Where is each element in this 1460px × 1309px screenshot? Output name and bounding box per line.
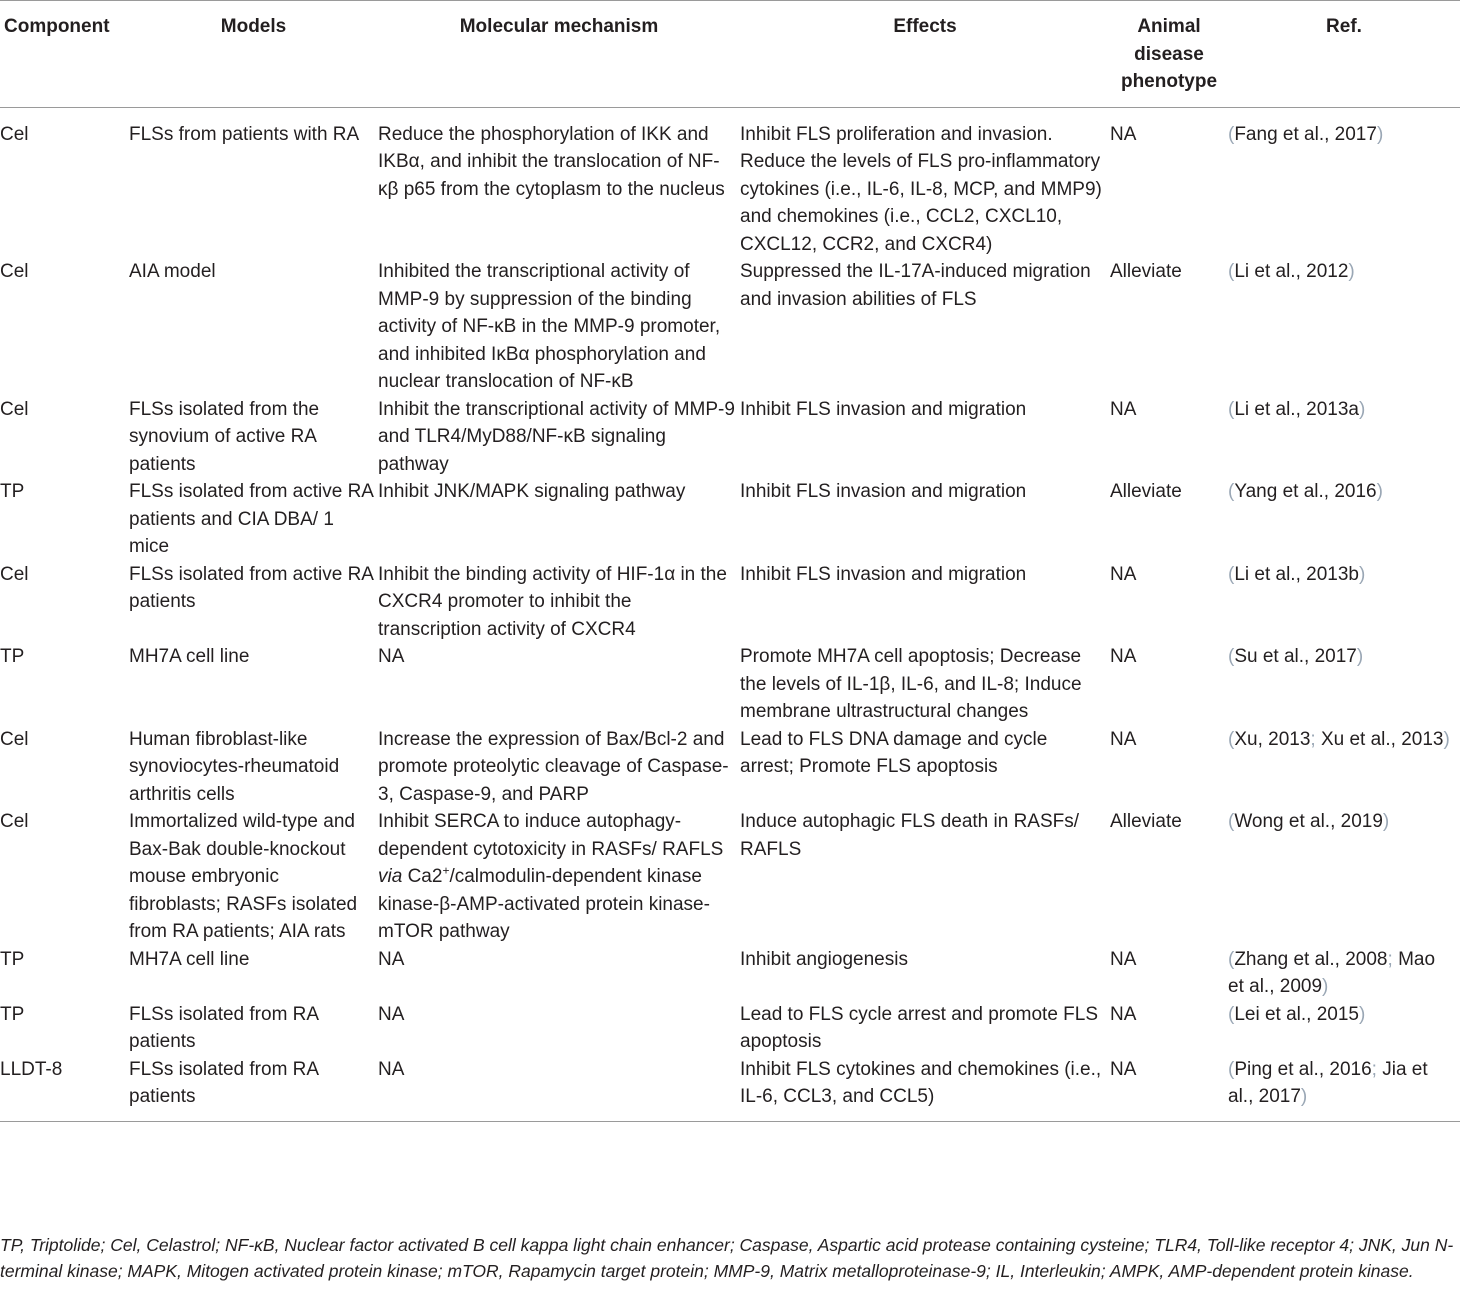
cell-ref	[1228, 1056, 1460, 1122]
ref-paren: )	[1358, 563, 1366, 585]
cell-mechanism: NA	[378, 948, 405, 970]
cell-effects: Induce autophagic FLS death in RASFs/ RAFLS	[740, 811, 1080, 860]
header-component: Component	[0, 1, 129, 108]
table-row	[0, 808, 1460, 946]
table-footnote: TP, Triptolide; Cel, Celastrol; NF-κB, Nuclear factor activated B cell kappa light chain enhancer; Caspase, Aspartic acid protease containing cysteine; TLR4, Toll-like receptor 4; JNK, Jun N-terminal kinase; MAPK, Mitogen activated protein kinase; mTOR, Rapamycin target protein; MMP-9, Matrix metalloproteinase-9; IL, Interleukin; AMPK, AMP-dependent protein kinase.	[0, 1235, 1454, 1281]
cell-models: FLSs isolated from active RA patients	[129, 563, 373, 612]
reference-link[interactable]: Mao et al., 2009	[1228, 948, 1436, 997]
cell-models: FLSs isolated from the synovium of active RA patients	[129, 398, 320, 475]
cell-component: Cel	[0, 728, 29, 750]
table-row	[0, 561, 1460, 644]
cell-models: FLSs isolated from RA patients	[129, 1003, 319, 1052]
reference-link[interactable]: Xu, 2013	[1234, 728, 1311, 750]
ref-paren: )	[1382, 811, 1390, 832]
table-row	[0, 643, 1460, 726]
cell-mechanism: Increase the expression of Bax/Bcl-2 and promote proteolytic cleavage of Caspase-3, Caspase-9, and PARP	[378, 728, 729, 805]
cell-ref	[1228, 726, 1460, 809]
reference-link[interactable]: Ping et al., 2016	[1234, 1058, 1372, 1080]
ref-separator: ;	[1371, 1058, 1383, 1080]
cell-phenotype: Alleviate	[1110, 481, 1182, 502]
cell-component: TP	[0, 481, 25, 502]
mechanism-text-part: +	[442, 863, 450, 878]
ref-separator: ;	[1387, 948, 1399, 970]
cell-component: Cel	[0, 811, 29, 832]
cell-ref	[1228, 561, 1460, 644]
cell-component: Cel	[0, 123, 29, 145]
cell-component: TP	[0, 646, 25, 667]
cell-effects: Inhibit FLS invasion and migration	[740, 398, 1027, 420]
cell-effects: Inhibit FLS invasion and migration	[740, 481, 1027, 502]
table-row	[0, 1056, 1460, 1122]
cell-effects: Promote MH7A cell apoptosis; Decrease the levels of IL-1β, IL-6, and IL-8; Induce membrane ultrastructural changes	[740, 646, 1082, 722]
cell-component: TP	[0, 1003, 25, 1025]
cell-component: Cel	[0, 563, 29, 585]
cell-ref	[1228, 808, 1460, 946]
ref-paren: (	[1228, 646, 1235, 667]
ref-paren: )	[1358, 1003, 1366, 1025]
cell-mechanism: NA	[378, 1003, 405, 1025]
cell-mechanism: Inhibited the transcriptional activity of MMP-9 by suppression of the binding activity of NF-κB in the MMP-9 promoter, and inhibited IκBα phosphorylation and nuclear translocation of NF-κB	[378, 261, 721, 392]
cell-ref	[1228, 1001, 1460, 1056]
ref-paren: (	[1228, 563, 1235, 585]
table-row	[0, 396, 1460, 479]
cell-mechanism: Inhibit the binding activity of HIF-1α in the CXCR4 promoter to inhibit the transcription activity of CXCR4	[378, 563, 727, 640]
reference-link[interactable]: Li et al., 2013a	[1234, 398, 1359, 420]
ref-paren: )	[1348, 261, 1355, 282]
header-models: Models	[129, 1, 378, 108]
table-header	[0, 1, 1460, 108]
cell-ref	[1228, 478, 1460, 561]
cell-phenotype: Alleviate	[1110, 811, 1182, 832]
cell-models: FLSs isolated from active RA patients and CIA DBA/ 1 mice	[129, 481, 373, 557]
cell-phenotype: NA	[1110, 948, 1137, 970]
cell-models: MH7A cell line	[129, 948, 250, 970]
table-row	[0, 946, 1460, 1001]
cell-ref	[1228, 107, 1460, 258]
cell-phenotype: NA	[1110, 123, 1137, 145]
cell-mechanism: Inhibit the transcriptional activity of MMP-9 and TLR4/MyD88/NF-κB signaling pathway	[378, 398, 735, 475]
cell-phenotype: NA	[1110, 1058, 1137, 1080]
cell-component: Cel	[0, 398, 29, 420]
mechanism-text-part: Ca2	[402, 866, 443, 887]
ref-paren: (	[1228, 948, 1235, 970]
cell-mechanism: NA	[378, 646, 405, 667]
cell-models: FLSs from patients with RA	[129, 123, 360, 145]
reference-link[interactable]: Xu et al., 2013	[1320, 728, 1444, 750]
cell-phenotype: NA	[1110, 398, 1137, 420]
cell-component: LLDT-8	[0, 1058, 63, 1080]
ref-paren: (	[1228, 1058, 1235, 1080]
cell-effects: Inhibit FLS invasion and migration	[740, 563, 1027, 585]
cell-phenotype: NA	[1110, 728, 1137, 750]
ref-paren: (	[1228, 261, 1235, 282]
table-row	[0, 107, 1460, 258]
reference-link[interactable]: Jia et al., 2017	[1228, 1058, 1428, 1107]
ref-paren: )	[1376, 123, 1384, 145]
cell-models: MH7A cell line	[129, 646, 250, 667]
ref-paren: )	[1356, 646, 1364, 667]
ref-paren: )	[1358, 398, 1366, 420]
cell-phenotype: NA	[1110, 1003, 1137, 1025]
header-phenotype: Animal disease phenotype	[1110, 1, 1228, 108]
cell-ref	[1228, 643, 1460, 726]
ref-separator: ;	[1310, 728, 1321, 750]
cell-effects: Lead to FLS cycle arrest and promote FLS apoptosis	[740, 1003, 1099, 1052]
ref-paren: (	[1228, 1003, 1235, 1025]
table-body	[0, 107, 1460, 1121]
ref-paren: (	[1228, 481, 1235, 502]
cell-effects: Lead to FLS DNA damage and cycle arrest; Promote FLS apoptosis	[740, 728, 1048, 777]
cell-mechanism	[378, 808, 740, 946]
reference-link[interactable]: Wong et al., 2019	[1234, 811, 1383, 832]
ref-paren: (	[1228, 728, 1235, 750]
cell-mechanism: Inhibit JNK/MAPK signaling pathway	[378, 481, 686, 502]
cell-effects: Inhibit FLS proliferation and invasion. Reduce the levels of FLS pro-inflammatory cytokines (i.e., IL-6, IL-8, MCP, and MMP9) and chemokines (i.e., CCL2, CXCL10, CXCL12, CCR2, and CXCR4)	[740, 123, 1102, 255]
cell-models: FLSs isolated from RA patients	[129, 1058, 319, 1107]
cell-effects: Suppressed the IL-17A-induced migration and invasion abilities of FLS	[740, 261, 1091, 310]
cell-component: TP	[0, 948, 25, 970]
table-row	[0, 726, 1460, 809]
cell-ref	[1228, 258, 1460, 396]
mechanism-text-part: Inhibit SERCA to induce autophagy-dependent cytotoxicity in RASFs/ RAFLS	[378, 811, 724, 860]
reference-link[interactable]: Li et al., 2012	[1234, 261, 1349, 282]
header-ref: Ref.	[1228, 1, 1460, 108]
cell-effects: Inhibit FLS cytokines and chemokines (i.e., IL-6, CCL3, and CCL5)	[740, 1058, 1102, 1107]
cell-phenotype: Alleviate	[1110, 261, 1182, 282]
mechanism-text-part: via	[378, 866, 403, 887]
ref-paren: )	[1300, 1086, 1308, 1107]
table-row	[0, 1001, 1460, 1056]
ref-paren: )	[1376, 481, 1383, 502]
cell-models: AIA model	[129, 261, 216, 282]
ref-paren: (	[1228, 811, 1235, 832]
cell-ref	[1228, 396, 1460, 479]
header-mechanism: Molecular mechanism	[378, 1, 740, 108]
table-row	[0, 478, 1460, 561]
ref-paren: (	[1228, 398, 1235, 420]
table-row	[0, 258, 1460, 396]
reference-link[interactable]: Zhang et al., 2008	[1234, 948, 1388, 970]
reference-link[interactable]: Lei et al., 2015	[1234, 1003, 1359, 1025]
ref-paren: )	[1443, 728, 1450, 750]
cell-models: Immortalized wild-type and Bax-Bak double-knockout mouse embryonic fibroblasts; RASFs isolated from RA patients; AIA rats	[129, 811, 358, 942]
reference-link[interactable]: Su et al., 2017	[1234, 646, 1357, 667]
cell-effects: Inhibit angiogenesis	[740, 948, 908, 970]
cell-ref	[1228, 946, 1460, 1001]
cell-phenotype: NA	[1110, 563, 1137, 585]
reference-link[interactable]: Fang et al., 2017	[1234, 123, 1377, 145]
cell-phenotype: NA	[1110, 646, 1137, 667]
reference-link[interactable]: Li et al., 2013b	[1234, 563, 1359, 585]
cell-component: Cel	[0, 261, 29, 282]
cell-mechanism: Reduce the phosphorylation of IKK and IKBα, and inhibit the translocation of NF-κβ p65 from the cytoplasm to the nucleus	[378, 123, 725, 200]
ref-paren: )	[1322, 976, 1329, 997]
reference-link[interactable]: Yang et al., 2016	[1234, 481, 1377, 502]
ref-paren: (	[1228, 123, 1235, 145]
mechanism-text-part: /calmodulin-dependent kinase kinase-β-AMP-activated protein kinase-mTOR pathway	[378, 866, 710, 942]
header-effects: Effects	[740, 1, 1110, 108]
cell-models: Human fibroblast-like synoviocytes-rheumatoid arthritis cells	[129, 728, 340, 805]
cell-mechanism: NA	[378, 1058, 405, 1080]
